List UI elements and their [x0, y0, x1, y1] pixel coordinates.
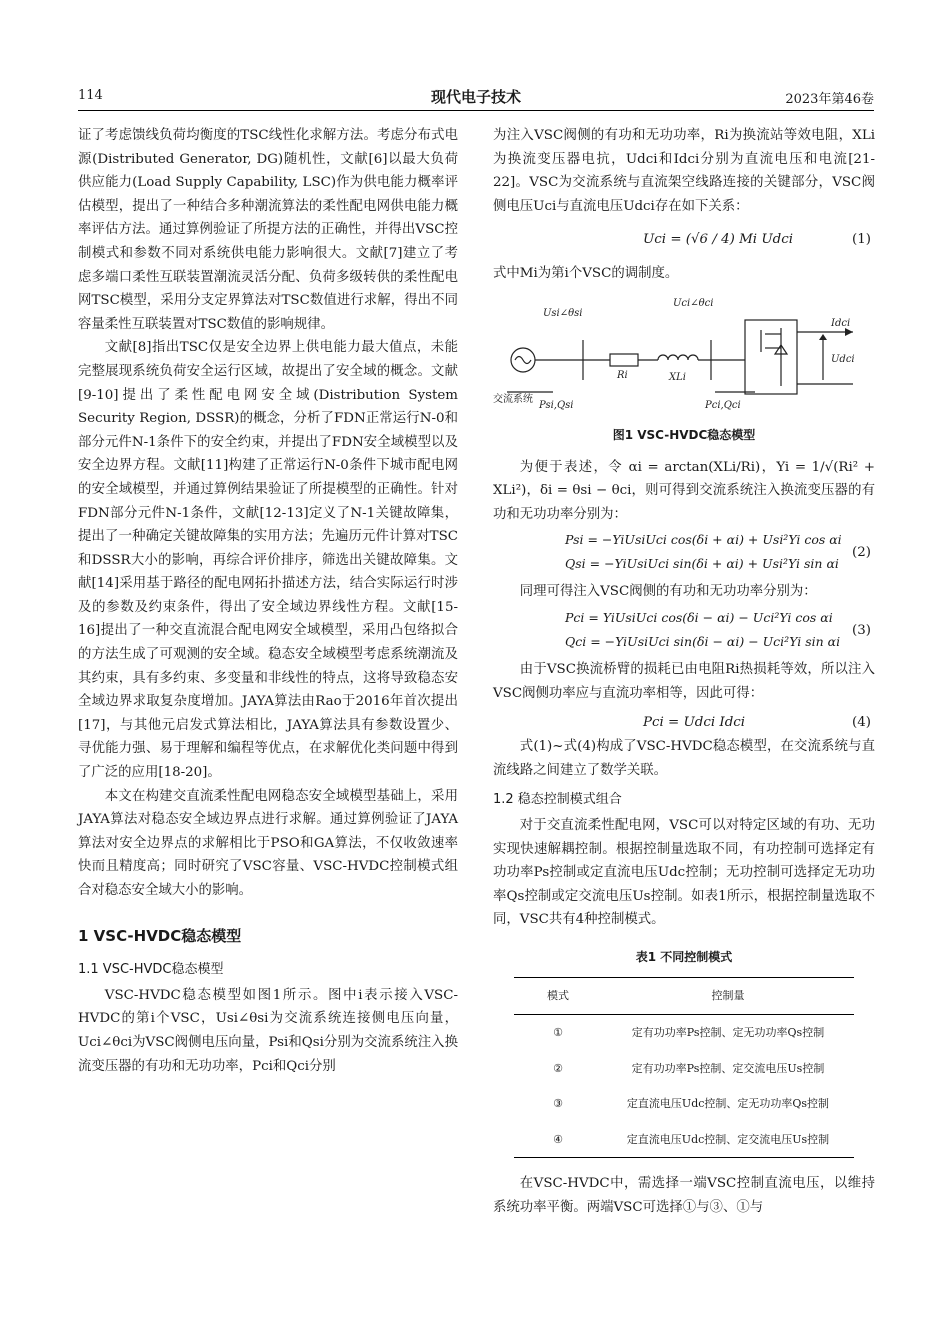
- table-caption: 表1 不同控制模式: [635, 949, 733, 964]
- volume-label: 2023年第46卷: [785, 92, 874, 107]
- converter-icon: [745, 320, 797, 394]
- table-cell: ①: [553, 1026, 563, 1040]
- equation-line: Qci = −YiUsiUci sin(δi − αi) − Uci²Yi sin αi: [565, 633, 841, 649]
- label-idci: Idci: [831, 317, 851, 329]
- header-rule: [78, 110, 874, 111]
- label-ac-system: 交流系统: [493, 393, 533, 405]
- paragraph: VSC-HVDC稳态模型如图1所示。图中i表示接入VSC-HVDC的第i个VSC，Usi∠θsi为交流系统连接侧电压向量，Uci∠θci为VSC阀侧电压向量，Psi和Qsi分别为交流系统注入换流变压器的有功和无功功率，Pci和Qci分别: [78, 987, 458, 1074]
- table-row: [514, 1051, 854, 1087]
- journal-title: 现代电子技术: [430, 88, 521, 106]
- table-row: [514, 1086, 854, 1122]
- equation-2: [493, 528, 875, 578]
- equation-1: [493, 224, 875, 256]
- paragraph: 式(1)~式(4)构成了VSC-HVDC稳态模型，在交流系统与直流线路之间建立了数学关联。: [493, 739, 875, 778]
- label-usi: Usi∠θsi: [543, 307, 583, 319]
- subsection-heading: 1.1 VSC-HVDC稳态模型: [78, 962, 224, 978]
- page-number: 114: [78, 88, 103, 103]
- equation-number: (1): [852, 232, 871, 248]
- paragraph: 为便于表述，令 αi = arctan(XLi/Ri)，Yi = 1/√(Ri² + XLi²)，δi = θsi − θci，则可得到交流系统注入换流变压器的有功和无功功率分别为：: [493, 459, 875, 522]
- figure-caption: 图1 VSC-HVDC稳态模型: [612, 427, 756, 442]
- paragraph: 式中Mi为第i个VSC的调制度。: [493, 266, 679, 282]
- vsc-hvdc-circuit-diagram: [493, 292, 875, 418]
- left-column: [78, 124, 458, 1078]
- label-udci: Udci: [831, 353, 855, 365]
- right-column: [493, 124, 875, 1220]
- equation-body: Pci = Udci Idci: [643, 715, 746, 731]
- table-row: [514, 1122, 854, 1158]
- table-cell: 定有功功率Ps控制、定无功功率Qs控制: [631, 1026, 825, 1040]
- equation-line: Psi = −YiUsiUci cos(δi + αi) + Usi²Yi cos αi: [565, 532, 842, 548]
- equation-number: (3): [852, 622, 871, 638]
- paragraph: 证了考虑馈线负荷均衡度的TSC线性化求解方法。考虑分布式电源(Distributed Generator, DG)随机性，文献[6]以最大负荷供应能力(Load Supply Capability, LSC)作为供电能力概率评估模型，提出了一种结合多种潮流算法的柔性配电网供电能力概率评估方法。通过算例验证了所提方法的正确性，并得出VSC控制模式和参数不同对系统供电能力影响很大。文献[7]建立了考虑多端口柔性互联装置潮流灵活分配、负荷多级转供的柔性配电网TSC模型，采用分支定界算法对TSC数值进行求解，得出不同容量柔性互联装置对TSC数值的影响规律。: [78, 128, 458, 332]
- paragraph: 对于交直流柔性配电网，VSC可以对特定区域的有功、无功实现快速解耦控制。根据控制量选取不同，有功控制可选择定有功功率Ps控制或定直流电压Udc控制；无功控制可选择定无功功率Qs控制或定交流电压Us控制。如表1所示，根据控制量选取不同，VSC共有4种控制模式。: [493, 817, 875, 928]
- table-cell: ②: [553, 1061, 563, 1075]
- subsection-heading: 1.2 稳态控制模式组合: [493, 792, 622, 808]
- equation-line: Pci = YiUsiUci cos(δi − αi) − Uci²Yi cos αi: [565, 609, 833, 625]
- resistor-icon: [610, 354, 638, 366]
- table-header: 模式: [547, 989, 569, 1003]
- section-heading: 1 VSC-HVDC稳态模型: [78, 926, 242, 945]
- equation-number: (2): [852, 545, 871, 561]
- table-cell: 定直流电压Udc控制、定交流电压Us控制: [626, 1132, 830, 1146]
- table-cell: 定有功功率Ps控制、定交流电压Us控制: [631, 1061, 825, 1075]
- table-cell: ③: [553, 1097, 563, 1111]
- paragraph: 同理可得注入VSC阀侧的有功和无功功率分别为：: [519, 584, 817, 600]
- table-header-row: [514, 978, 854, 1015]
- table-cell: 定直流电压Udc控制、定无功功率Qs控制: [626, 1097, 830, 1111]
- equation-3: [493, 606, 875, 656]
- label-uci: Uci∠θci: [673, 297, 714, 309]
- equation-4: [493, 707, 875, 733]
- page-header: [78, 86, 874, 108]
- paragraph: 为注入VSC阀侧的有功和无功功率，Ri为换流站等效电阻，XLi为换流变压器电抗，Udci和Idci分别为直流电压和电流[21-22]。VSC为交流系统与直流架空线路连接的关键部分，VSC阀侧电压Uci与直流电压Udci存在如下关系：: [493, 128, 875, 214]
- equation-body: Uci = (√6 / 4) Mi Udci: [643, 232, 793, 248]
- inductor-icon: [658, 355, 698, 360]
- table-row: [514, 1015, 854, 1051]
- label-pci: Pci,Qci: [705, 399, 741, 411]
- label-xli: XLi: [669, 371, 686, 383]
- figure-1: [493, 292, 875, 418]
- paragraph: 文献[8]指出TSC仅是安全边界上供电能力最大值点，未能完整展现系统负荷安全运行区域，故提出了安全域的概念。文献[9-10]提出了柔性配电网安全域(Distribution System Security Region, DSSR)的概念，分析了FDN正常运行N-0和部分元件N-1条件下的安全约束，并提出了FDN安全域模型以及安全边界方程。文献[11]构建了正常运行N-0条件下城市配电网的安全域模型，并通过算例结果验证了所提模型的正确性。针对FDN部分元件N-1条件，文献[12-13]定义了N-1关键故障集，提出了一种确定关键故障集的实用方法；先遍历元件计算对TSC和DSSR大小的影响，再综合评价排序，筛选出关键故障集。文献[14]采用基于路径的配电网拓扑描述方法，结合实际运行时涉及的参数及约束条件，得出了安全域边界线性方程。文献[15-16]提出了一种交直流混合配电网安全域模型，采用凸包络拟合的方法生成了可观测的安全域。稳态安全域模型考虑系统潮流及其约束，具有多约束、多变量和非线性的特点，这将导致稳态安全域边界求取复杂度增加。JAYA算法由Rao于2016年首次提出[17]，与其他元启发式算法相比，JAYA算法具有参数设置少、寻优能力强、易于理解和编程等优点，在求解优化类问题中得到了广泛的应用[18-20]。: [78, 340, 458, 781]
- label-ri: Ri: [617, 369, 628, 381]
- equation-line: Qsi = −YiUsiUci sin(δi + αi) + Usi²Yi sin αi: [565, 556, 839, 572]
- paragraph: 由于VSC换流桥臂的损耗已由电阻Ri热损耗等效，所以注入VSC阀侧功率应与直流功率相等，因此可得：: [493, 661, 875, 701]
- equation-number: (4): [852, 715, 871, 731]
- label-psi: Psi,Qsi: [539, 399, 574, 411]
- paragraph: 本文在构建交直流柔性配电网稳态安全域模型基础上，采用JAYA算法对稳态安全域边界点进行求解。通过算例验证了JAYA算法对安全边界点的求解相比于PSO和GA算法，不仅收敛速率快而且精度高；同时研究了VSC容量、VSC-HVDC控制模式组合对稳态安全域大小的影响。: [78, 788, 458, 898]
- table-cell: ④: [553, 1132, 563, 1146]
- control-mode-table: [514, 977, 854, 1158]
- table-header: 控制量: [711, 989, 745, 1003]
- paragraph: 在VSC-HVDC中，需选择一端VSC控制直流电压，以维持系统功率平衡。两端VSC可选择①与③、①与: [493, 1176, 875, 1216]
